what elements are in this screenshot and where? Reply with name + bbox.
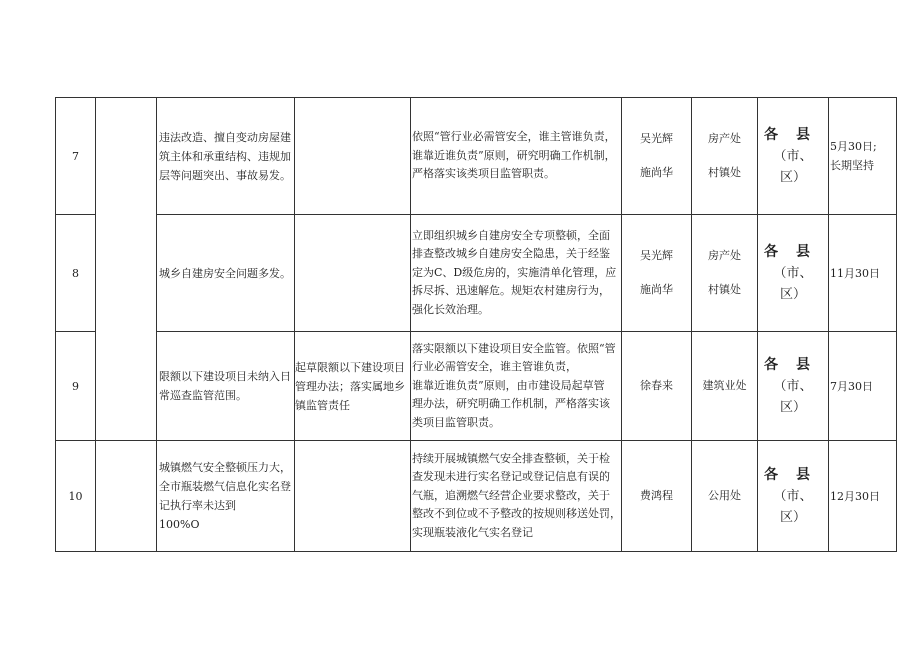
cell-text-line: 11月30日 <box>830 266 880 280</box>
row-number: 10 <box>56 441 96 552</box>
scope-top-text: 各县 <box>764 466 828 483</box>
cell-text-line: 理办法，研究明确工作机制，严格落实该 <box>412 397 610 411</box>
cell-text-line: 筑主体和承重结构、违规加 <box>159 149 291 163</box>
cell-text-line: 房产处 <box>708 132 741 145</box>
cell-text-line: 公用处 <box>708 489 741 502</box>
cell-text-line: 谁靠近谁负责”原则，由市建设局起草管 <box>412 378 605 392</box>
deadline-cell <box>829 441 897 552</box>
cell-text-line: 整改不到位或不予整改的按规则移送处罚， <box>412 507 621 521</box>
scope-top-text: 各县 <box>764 356 828 373</box>
cell-text-line: 城镇燃气安全整顿压力大， <box>159 461 291 474</box>
measure-cell <box>411 441 622 552</box>
row-number: 8 <box>56 215 96 332</box>
responsible-person-cell <box>622 332 692 441</box>
task-table <box>55 97 897 552</box>
scope-top-text: 各县 <box>764 243 828 260</box>
cell-text-line: 吴光辉 <box>640 132 673 145</box>
cell-text-line: 房产处 <box>708 249 741 262</box>
cell-text-line: 类项目监管职责。 <box>412 415 500 429</box>
cell-text-line: 记执行率未达到 <box>159 499 236 512</box>
cell-text-line: 12月30日 <box>830 489 880 503</box>
cell-text-line: 施尚华 <box>640 283 673 296</box>
deadline-cell <box>829 332 897 441</box>
issue-cell <box>157 98 295 215</box>
scope-top-text: 各县 <box>764 126 828 143</box>
cell-text-line: 谁靠近谁负责”原则，研究明确工作机制， <box>412 148 616 162</box>
cell-text-line: 镇监管责任 <box>295 398 350 412</box>
measure-cell <box>411 215 622 332</box>
table-row <box>56 441 897 552</box>
cell-text-line: 施尚华 <box>640 166 673 179</box>
cell-text-line: 管理办法；落实属地乡 <box>295 379 405 393</box>
cell-text-line: 5月30日; <box>830 140 877 153</box>
scope-bot-text: 区） <box>779 399 806 415</box>
scope-cell <box>758 441 829 552</box>
row-number: 9 <box>56 332 96 441</box>
category-cell <box>96 441 157 552</box>
cell-text-line: 落实限额以下建设项目安全监管。依照“管 <box>412 341 616 355</box>
scope-bot-text: 区） <box>779 286 806 302</box>
table-row <box>56 332 897 441</box>
cell-text-line: 城乡自建房安全问题多发。 <box>159 266 291 280</box>
issue-cell <box>157 215 295 332</box>
scope-bot-text: 区） <box>779 509 806 525</box>
cell-text-line: 强化长效治理。 <box>412 302 489 316</box>
department-cell <box>692 441 758 552</box>
mechanism-cell <box>295 441 411 552</box>
cell-text-line: 拆尽拆、迅速解危。规矩农村建房行为， <box>412 284 610 298</box>
cell-text-line: 严格落实该类项目监管职责。 <box>412 167 555 181</box>
scope-mid-text: （市、 <box>773 265 813 281</box>
responsible-person-cell <box>622 441 692 552</box>
cell-text-line: 依照“管行业必需管安全，谁主管谁负责， <box>412 130 616 144</box>
cell-text-line: 排查整改城乡自建房安全隐患，关于经鉴 <box>412 247 610 261</box>
cell-text-line: 建筑业处 <box>702 379 747 392</box>
cell-text-line: 费鸿程 <box>640 489 673 502</box>
scope-cell <box>758 98 829 215</box>
table-row <box>56 215 897 332</box>
deadline-cell <box>829 215 897 332</box>
mechanism-cell <box>295 98 411 215</box>
cell-text-line: 查发现未进行实名登记或登记信息有误的 <box>412 470 610 484</box>
measure-cell <box>411 332 622 441</box>
cell-text-line: 限额以下建设项目未纳入日 <box>159 370 291 383</box>
cell-text-line: 100%O <box>159 518 200 531</box>
cell-text-line: 村镇处 <box>708 283 741 296</box>
issue-cell <box>157 332 295 441</box>
cell-text-line: 持续开展城镇燃气安全排查整顿，关于检 <box>412 451 610 465</box>
cell-text-line: 立即组织城乡自建房安全专项整顿，全面 <box>412 228 610 242</box>
issue-cell <box>157 441 295 552</box>
scope-mid-text: （市、 <box>773 148 813 164</box>
cell-text-line: 7月30日 <box>830 379 873 393</box>
cell-text-line: 常巡查监管范围。 <box>159 389 247 402</box>
table-row <box>56 98 897 215</box>
cell-text-line: 吴光辉 <box>640 249 673 262</box>
deadline-cell <box>829 98 897 215</box>
cell-text-line: 全市瓶装燃气信息化实名登 <box>159 480 291 493</box>
department-cell <box>692 215 758 332</box>
cell-text-line: 气瓶，追溯燃气经营企业要求整改，关于 <box>412 488 610 502</box>
cell-text-line: 起草限额以下建设项目 <box>295 360 405 374</box>
scope-mid-text: （市、 <box>773 378 813 394</box>
cell-text-line: 长期坚持 <box>830 159 874 172</box>
cell-text-line: 违法改造、擅自变动房屋建 <box>159 130 291 144</box>
cell-text-line: 徐春来 <box>640 379 673 392</box>
scope-bot-text: 区） <box>779 169 806 185</box>
mechanism-cell <box>295 332 411 441</box>
row-number: 7 <box>56 98 96 215</box>
cell-text-line: 定为C、D级危房的，实施清单化管理，应 <box>412 265 617 279</box>
department-cell <box>692 332 758 441</box>
department-cell <box>692 98 758 215</box>
mechanism-cell <box>295 215 411 332</box>
scope-mid-text: （市、 <box>773 488 813 504</box>
category-cell <box>96 98 157 441</box>
measure-cell <box>411 98 622 215</box>
scope-cell <box>758 215 829 332</box>
responsible-person-cell <box>622 98 692 215</box>
scope-cell <box>758 332 829 441</box>
cell-text-line: 实现瓶装液化气实名登记 <box>412 525 533 539</box>
cell-text-line: 村镇处 <box>708 166 741 179</box>
responsible-person-cell <box>622 215 692 332</box>
cell-text-line: 行业必需管安全，谁主管谁负责， <box>412 360 577 374</box>
cell-text-line: 层等问题突出、事故易发。 <box>159 168 291 182</box>
